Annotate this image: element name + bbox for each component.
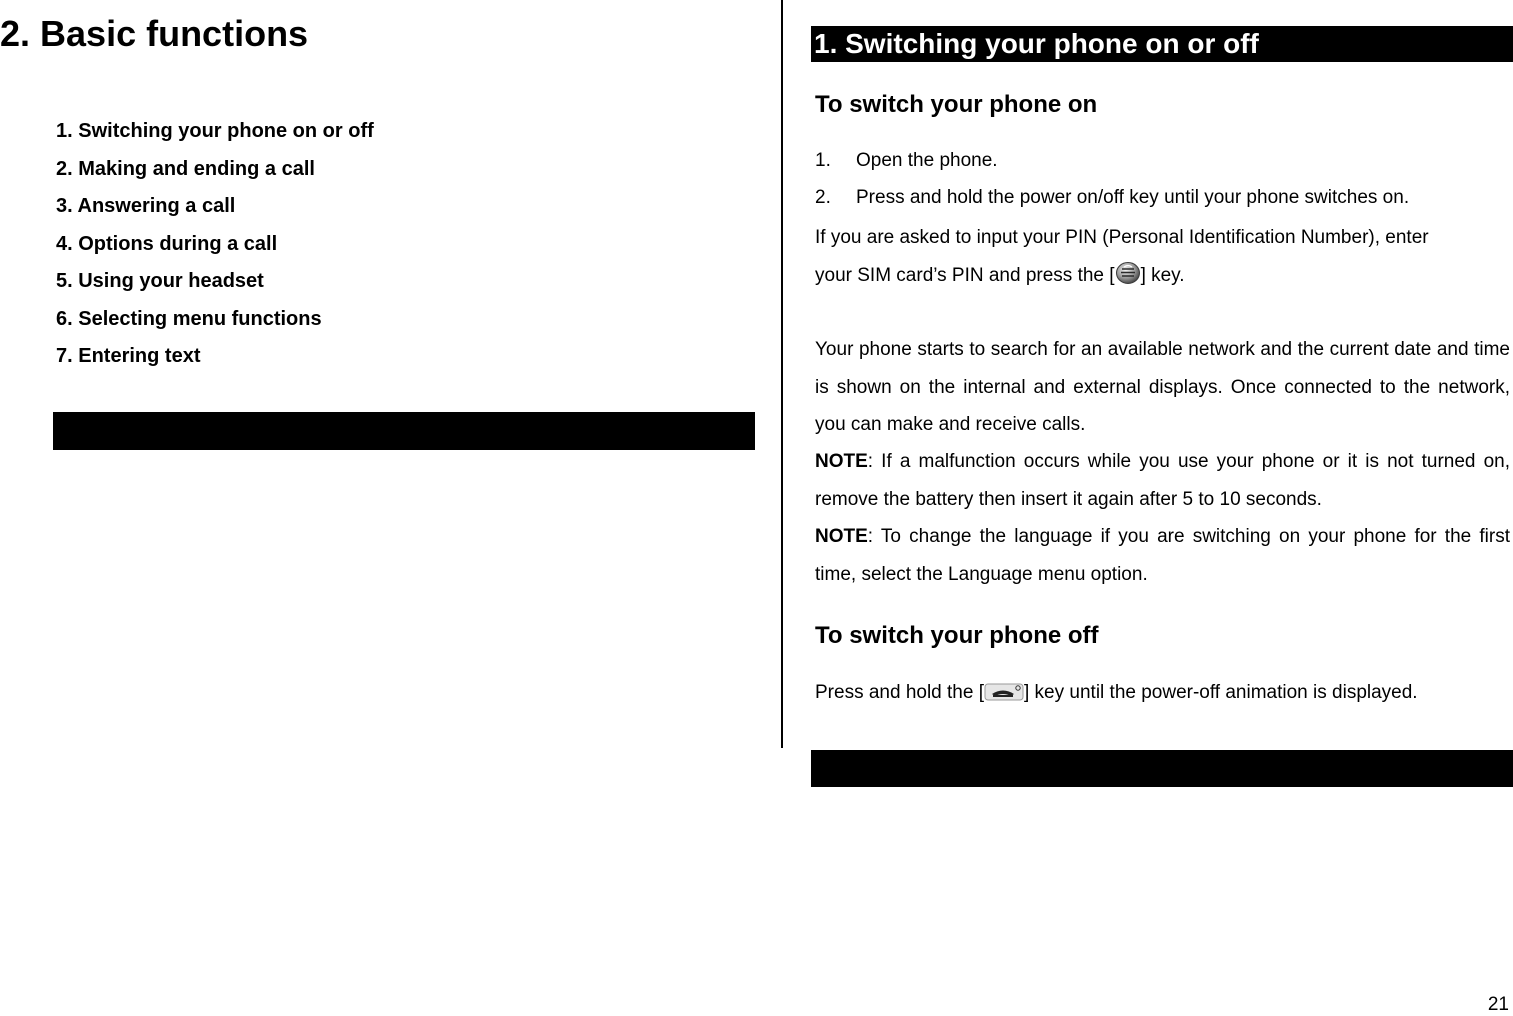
note-text: : If a malfunction occurs while you use your phone or it is not turned on, remove the battery then insert it again after 5 to 10 seconds. <box>815 451 1510 510</box>
switch-off-text-end: ] key until the power-off animation is displayed. <box>1024 682 1418 703</box>
note-label: NOTE <box>815 451 868 472</box>
note-label: NOTE <box>815 526 868 547</box>
step-text: Open the phone. <box>856 150 998 171</box>
network-search-paragraph: Your phone starts to search for an available network and the current date and time is shown on the internal and external displays. Once connected to the network, you can make and receive calls. <box>815 339 1510 435</box>
right-page-footer-bar <box>811 750 1513 787</box>
language-note <box>815 518 1510 593</box>
contents-item-6: 6. Selecting menu functions <box>56 307 322 330</box>
step-text: Press and hold the power on/off key until your phone switches on. <box>856 187 1410 208</box>
contents-item-1: 1. Switching your phone on or off <box>56 120 374 142</box>
end-power-key-icon <box>984 678 1024 716</box>
page-number: 21 <box>1487 994 1509 1015</box>
switch-off-instruction <box>815 674 1510 716</box>
step-number: 1. <box>815 150 831 171</box>
contents-item-5: 5. Using your headset <box>56 270 264 292</box>
pin-instruction-line-2-end: ] key. <box>1140 264 1185 286</box>
section-title-bar: 1. Switching your phone on or off <box>811 26 1513 62</box>
pin-instruction-line-1: If you are asked to input your PIN (Personal Identification Number), enter <box>815 227 1429 248</box>
chapter-title: 2. Basic functions <box>0 13 309 54</box>
contents-item-4: 4. Options during a call <box>56 232 278 255</box>
left-page-footer-bar <box>53 412 755 450</box>
switch-off-text-start: Press and hold the [ <box>815 682 984 703</box>
malfunction-note <box>815 443 1510 518</box>
pin-instruction-line-2-start: your SIM card’s PIN and press the [ <box>815 264 1115 286</box>
switch-off-heading: To switch your phone off <box>815 622 1099 649</box>
ok-key-icon <box>1115 259 1141 299</box>
contents-item-3: 3. Answering a call <box>56 195 236 217</box>
contents-item-2: 2. Making and ending a call <box>56 157 315 180</box>
pin-instruction <box>815 219 1510 298</box>
page-divider <box>781 0 783 748</box>
switch-on-heading: To switch your phone on <box>815 91 1098 118</box>
switch-on-step-1 <box>815 150 998 172</box>
contents-item-7: 7. Entering text <box>56 345 201 367</box>
step-number: 2. <box>815 187 831 208</box>
note-text: : To change the language if you are switching on your phone for the first time, select the Language menu option. <box>815 526 1510 585</box>
chapter-contents-list <box>56 116 374 379</box>
switch-on-step-2 <box>815 187 1409 209</box>
